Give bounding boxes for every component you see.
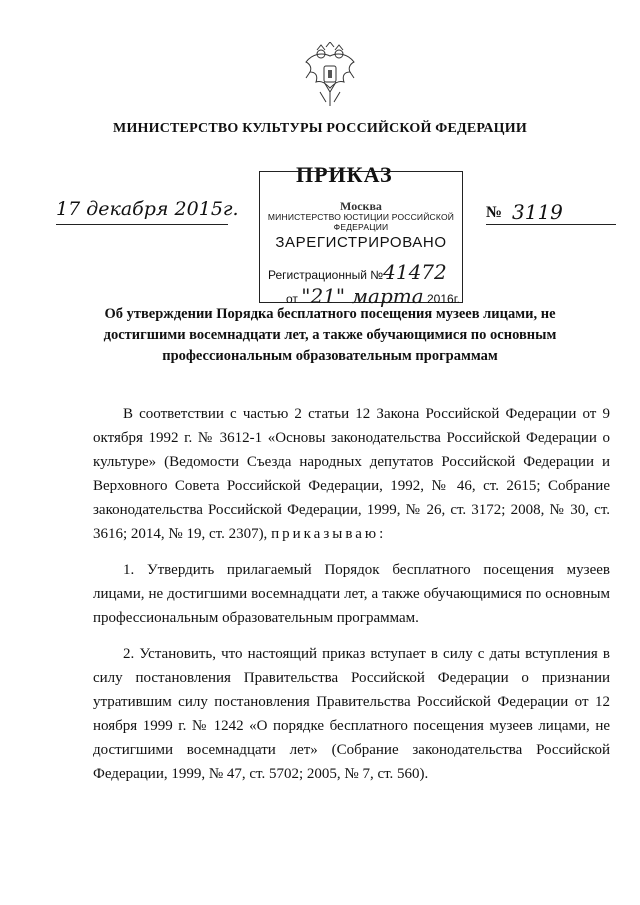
stamp-registration-number bbox=[268, 260, 447, 284]
order-title: ПРИКАЗ bbox=[296, 162, 393, 187]
stamp-date-prefix: от bbox=[286, 292, 298, 306]
stamp-registered: ЗАРЕГИСТРИРОВАНО bbox=[275, 234, 447, 251]
date-underline bbox=[56, 224, 228, 225]
order-number-handwritten: 3119 bbox=[512, 200, 563, 224]
paragraph-item-2: 2. Установить, что настоящий приказ вступает в силу с даты вступления в силу постановления Правительства Российской Федерации о признании утратившим силу постановления Правительства Российской Федерации от 12 ноября 1999 г. № 1242 «О порядке бесплатного посещения музеев лицами, не достигшими восемнадцати лет» (Собрание законодательства Российской Федерации, 1999, № 47, ст. 5702; 2005, № 7, ст. 560). bbox=[93, 646, 610, 782]
stamp-date-year: 2016г. bbox=[427, 292, 460, 306]
stamp-ministry: МИНИСТЕРСТВО ЮСТИЦИИ РОССИЙСКОЙ ФЕДЕРАЦИИ bbox=[267, 212, 455, 232]
order-number-label: № bbox=[486, 204, 503, 221]
handwritten-date: 17 декабря 2015г. bbox=[56, 198, 239, 220]
order-body bbox=[93, 402, 610, 798]
ministry-name: МИНИСТЕРСТВО КУЛЬТУРЫ РОССИЙСКОЙ ФЕДЕРАЦИИ bbox=[113, 121, 527, 136]
paragraph-preamble bbox=[93, 402, 610, 546]
stamp-date-handwritten: "21" марта bbox=[301, 284, 424, 308]
stamp-reg-number: 41472 bbox=[383, 260, 447, 284]
coat-of-arms-emblem bbox=[300, 42, 360, 108]
stamp-reg-label: Регистрационный № bbox=[268, 268, 384, 282]
order-subject: Об утверждении Порядка бесплатного посещения музеев лицами, не достигшими восемнадцати лет, а также обучающимися по основным профессиональным образовательным программам bbox=[103, 306, 557, 364]
number-underline bbox=[486, 224, 616, 225]
registration-stamp bbox=[259, 171, 463, 308]
order-directive: приказываю: bbox=[271, 526, 387, 542]
paragraph-item-1: 1. Утвердить прилагаемый Порядок бесплатного посещения музеев лицами, не достигшими восемнадцати лет, а также обучающимися по основным профессиональным образовательным программам. bbox=[93, 562, 610, 626]
city-label: Москва bbox=[340, 199, 382, 213]
preamble-text: В соответствии с частью 2 статьи 12 Закона Российской Федерации от 9 октября 1992 г. № 3612-1 «Основы законодательства Российской Федерации о культуре» (Ведомости Съезда народных депутатов Российской Федерации и Верховного Совета Российской Федерации, 1992, № 46, ст. 2615; Собрание законодательства Российской Федерации, 1999, № 26, ст. 3172; 2008, № 30, ст. 3616; 2014, № 19, ст. 2307), bbox=[93, 406, 610, 542]
